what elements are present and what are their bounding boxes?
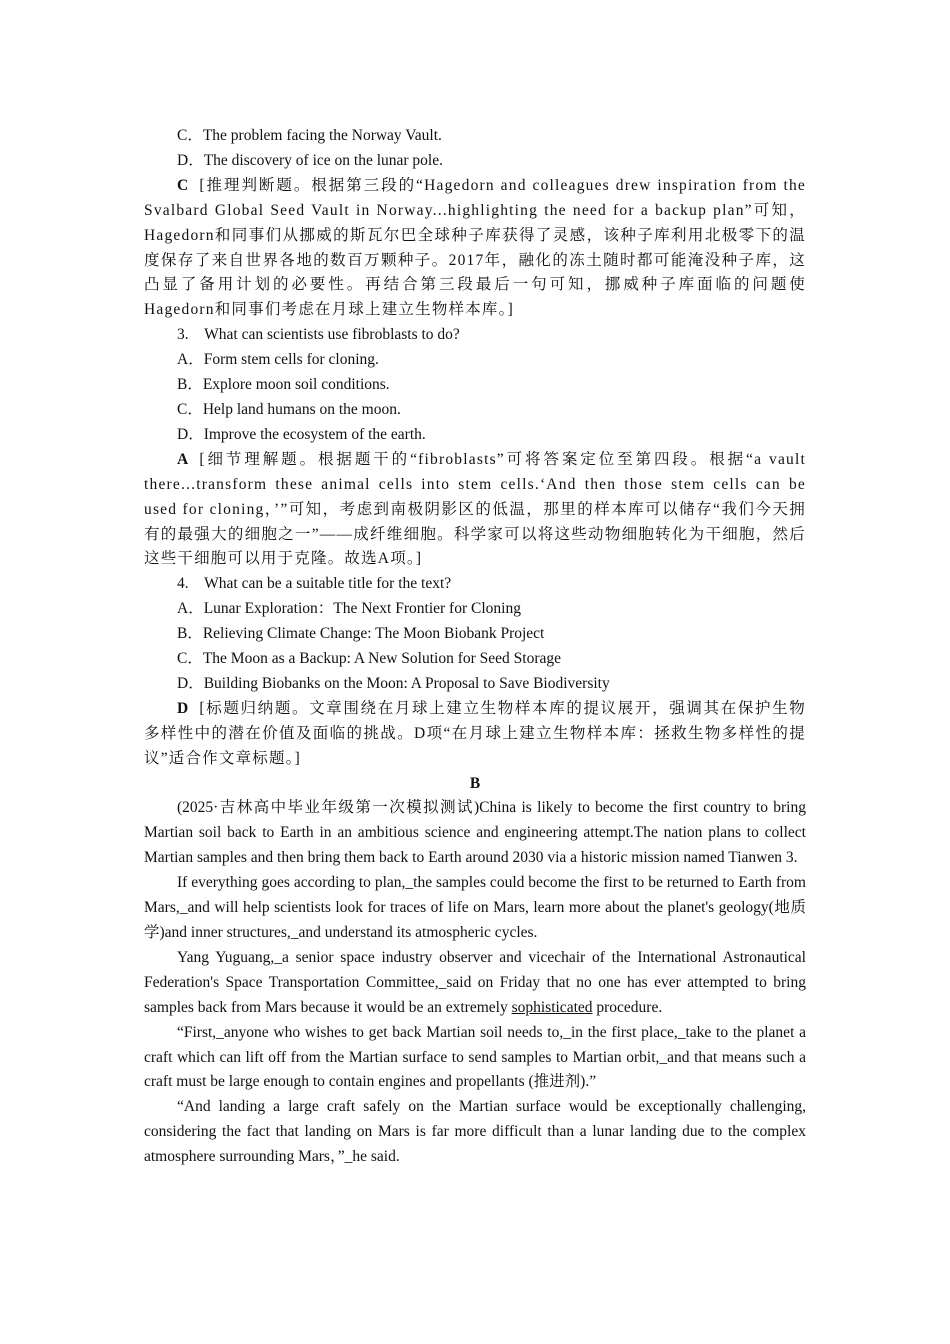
q3-option-d: D．Improve the ecosystem of the earth. xyxy=(177,425,426,443)
p3-text-before: Yang Yuguang,_a senior space industry observer and vicechair of the International Astronautical Federation's Space Transportation Committee,_said on Friday that no one has ever attempted to bring samples back from Mars because it would be an extremely xyxy=(144,948,806,1016)
q3-option-a: A．Form stem cells for cloning. xyxy=(177,351,379,369)
q3-explanation-text: [细节理解题。根据题干的“fibroblasts”可将答案定位至第四段。根据“a vault there...transform these animal cells into stem cells.‘And then those stem cells can be used for cloning，’”可知，考虑到南极阴影区的低温，那里的样本库可以储存“我们今天拥有的最强大的细胞之一”——成纤维细胞。科学家可以将这些动物细胞转化为干细胞，然后这些干细胞可以用于克隆。故选A项。] xyxy=(144,450,806,568)
passage-paragraph-5: “And landing a large craft safely on the Martian surface would be exceptionally challenging, considering the fact that landing on Mars is far more difficult than a lunar landing due to the complex atmosphere surrounding Mars，”_he said. xyxy=(144,1098,806,1166)
q4-option-c: C．The Moon as a Backup: A New Solution for Seed Storage xyxy=(177,650,562,668)
q4-question: 4. What can be a suitable title for the text? xyxy=(177,575,452,593)
passage-paragraph-2: If everything goes according to plan,_the samples could become the first to be returned to Earth from Mars,_and will help scientists look for traces of life on Mars, learn more about the planet's geology(地质学)and inner structures,_and understand its atmospheric cycles. xyxy=(144,874,806,941)
q4-option-a: A．Lunar Exploration：The Next Frontier for Cloning xyxy=(177,600,521,618)
q2-option-d: D．The discovery of ice on the lunar pole. xyxy=(177,151,443,169)
q2-explanation-text: [推理判断题。根据第三段的“Hagedorn and colleagues drew inspiration from the Svalbard Global Seed Vault in Norway...highlighting the need for a backup plan”可知，Hagedorn和同事们从挪威的斯瓦尔巴全球种子库获得了灵感，该种子库利用北极零下的温度保存了来自世界各地的数百万颗种子。2017年，融化的冻土随时都可能淹没种子库，这凸显了备用计划的必要性。再结合第三段最后一句可知，挪威种子库面临的问题使Hagedorn和同事们考虑在月球上建立生物样本库。] xyxy=(144,176,806,319)
underlined-word: sophisticated xyxy=(511,998,593,1016)
passage-paragraph-3 xyxy=(144,946,806,1021)
q3-option-c: C．Help land humans on the moon. xyxy=(177,400,401,418)
p3-text-after: procedure. xyxy=(592,998,663,1016)
q4-explanation-text: [标题归纳题。文章围绕在月球上建立生物样本库的提议展开，强调其在保护生物多样性中的潜在价值及面临的挑战。D项“在月球上建立生物样本库：拯救生物多样性的提议”适合作文章标题。] xyxy=(144,699,806,767)
q2-answer-letter: C xyxy=(177,176,190,194)
q3-option-b: B．Explore moon soil conditions. xyxy=(177,376,390,394)
q4-option-b: B．Relieving Climate Change: The Moon Biobank Project xyxy=(177,625,545,643)
q3-answer-explanation xyxy=(144,448,806,573)
section-b-heading: B xyxy=(469,774,481,792)
q2-option-c: C．The problem facing the Norway Vault. xyxy=(177,127,442,144)
q4-answer-explanation xyxy=(144,697,806,772)
q4-option-d: D．Building Biobanks on the Moon: A Proposal to Save Biodiversity xyxy=(177,674,610,692)
q3-answer-letter: A xyxy=(177,450,190,468)
passage-paragraph-4: “First,_anyone who wishes to get back Martian soil needs to,_in the first place,_take to the planet a craft which can lift off from the Martian surface to send samples to Martian orbit,_and that means such a craft must be large enough to contain engines and propellants (推进剂).” xyxy=(144,1023,806,1091)
q2-answer-explanation xyxy=(144,174,806,323)
q4-answer-letter: D xyxy=(177,699,190,717)
document-page xyxy=(144,124,806,1170)
passage-paragraph-1: (2025·吉林高中毕业年级第一次模拟测试)China is likely to become the first country to bring Martian soil back to Earth in an ambitious science and engineering attempt.The nation plans to collect Martian samples and then bring them back to Earth around 2030 via a historic mission named Tianwen 3. xyxy=(144,799,806,867)
q3-question: 3. What can scientists use fibroblasts to do? xyxy=(177,326,460,344)
